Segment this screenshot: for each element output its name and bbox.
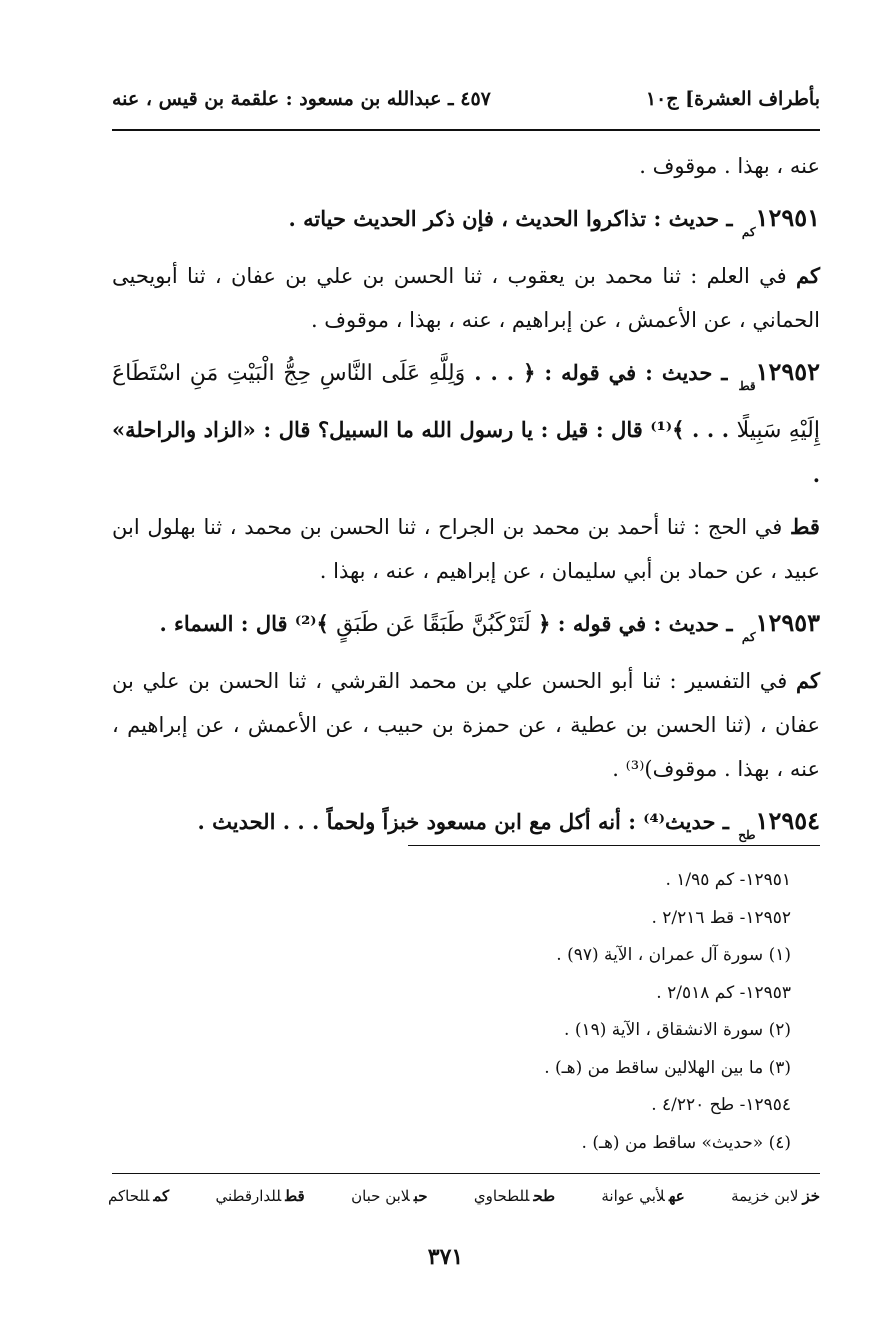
legend-item [474, 1187, 555, 1217]
footnote: (٤) «حديث» ساقط من (هـ) . [581, 1132, 791, 1153]
footnote-rule [408, 845, 820, 846]
source-abbr: قط [738, 379, 756, 393]
source-abbr: كم [741, 630, 756, 644]
page-number: ٣٧١ [427, 1244, 464, 1270]
continuation-line [112, 144, 820, 188]
source-abbr: طح [738, 828, 756, 842]
footnotes [371, 862, 791, 1162]
legend-code: خز [802, 1187, 820, 1205]
legend-code: قط [285, 1187, 305, 1205]
legend-item [601, 1187, 684, 1217]
source-text: في العلم : ثنا محمد بن يعقوب ، ثنا الحسن بن علي بن عفان ، ثنا أبويحيى الحماني ، عن الأعمش ، عن إبراهيم ، عنه ، بهذا ، موقوف . [112, 264, 820, 332]
hadith-number: ١٢٩٥١ [755, 203, 820, 232]
hadith-number: ١٢٩٥٣ [755, 608, 820, 637]
source-paragraph [112, 659, 820, 791]
hadith-text: ـ حديث : تذاكروا الحديث ، فإن ذكر الحديث حياته . [288, 206, 733, 231]
source-abbr: كم [741, 225, 756, 239]
legend-code: كم [153, 1187, 170, 1205]
legend-name: لأبي عوانة [601, 1187, 665, 1205]
source-text: في الحج : ثنا أحمد بن محمد بن الجراح ، ثنا الحسن بن محمد ، ثنا بهلول ابن عبيد ، عن حماد بن أبي سليمان ، عن إبراهيم ، عنه ، بهذا . [112, 515, 820, 583]
legend-rule [112, 1173, 820, 1174]
source-text: في التفسير : ثنا أبو الحسن علي بن محمد القرشي ، ثنا الحسن بن علي بن عفان ، (ثنا الحسن بن عطية ، عن حمزة بن حبيب ، عن الأعمش ، عن إبراهيم ، عنه ، بهذا . موقوف)⁽³⁾ . [112, 669, 820, 781]
hadith-number: ١٢٩٥٢ [755, 357, 821, 386]
book-title: بأطراف العشرة] ج١٠ [645, 88, 820, 110]
hadith-heading [112, 799, 820, 857]
hadith-heading [112, 196, 820, 254]
source-code: كم [796, 668, 820, 693]
source-code: كم [796, 263, 820, 288]
quran-verse: وَلِلَّهِ عَلَى النَّاسِ حِجُّ الْبَيْتِ مَنِ اسْتَطَاعَ إِلَيْهِ سَبِيلًا [112, 361, 820, 443]
footnote: (١) سورة آل عمران ، الآية (٩٧) . [556, 945, 791, 965]
hadith-text-pre: ـ حديث : في قوله : ﴿ . . . [474, 360, 728, 385]
legend-name: للدارقطني [215, 1187, 282, 1205]
quran-verse: لَتَرْكَبُنَّ طَبَقًا عَن طَبَقٍ [336, 612, 531, 637]
hadith-heading [112, 350, 820, 497]
hadith-text-post: ﴾⁽²⁾ قال : السماء . [159, 611, 329, 636]
legend-name: لابن خزيمة [731, 1187, 799, 1205]
abbreviation-legend [108, 1187, 820, 1217]
legend-name: لابن حبان [351, 1187, 410, 1205]
legend-item [731, 1187, 820, 1217]
footnote: ١٢٩٥٤- طح ٤/٢٢٠ . [651, 1095, 791, 1115]
legend-item [351, 1187, 428, 1217]
continuation-text: عنه ، بهذا . موقوف . [639, 154, 820, 178]
hadith-text-pre: ـ حديث : في قوله : ﴿ [538, 611, 733, 636]
footnote: ١٢٩٥٢- قط ٢/٢١٦ . [651, 907, 791, 928]
hadith-heading [112, 601, 820, 659]
hadith-text-post: . . . ﴾⁽¹⁾ قال : قيل : يا رسول الله ما السبيل؟ قال : «الزاد والراحلة» . [112, 417, 820, 487]
footnote: (٢) سورة الانشقاق ، الآية (١٩) . [564, 1020, 791, 1040]
footnote: (٣) ما بين الهلالين ساقط من (هـ) . [544, 1057, 791, 1078]
hadith-number: ١٢٩٥٤ [755, 806, 820, 835]
legend-name: للطحاوي [473, 1187, 530, 1205]
legend-item [216, 1187, 305, 1217]
section-title: ٤٥٧ ـ عبدالله بن مسعود : علقمة بن قيس ، عنه [112, 88, 491, 110]
legend-code: طح [533, 1187, 556, 1205]
legend-code: عه [668, 1187, 685, 1205]
source-paragraph [112, 505, 820, 593]
header-rule [112, 129, 820, 131]
main-text [112, 144, 820, 857]
running-header [112, 82, 820, 122]
source-paragraph [112, 254, 820, 342]
legend-item [108, 1187, 169, 1217]
footnote: ١٢٩٥٣- كم ٢/٥١٨ . [656, 982, 791, 1003]
footnote: ١٢٩٥١- كم ١/٩٥ . [665, 870, 791, 890]
source-code: قط [790, 514, 820, 539]
legend-code: حب [413, 1187, 428, 1205]
legend-name: للحاكم [108, 1187, 150, 1205]
hadith-text: ـ حديث⁽⁴⁾ : أنه أكل مع ابن مسعود خبزاً ولحماً . . . الحديث . [197, 809, 729, 834]
